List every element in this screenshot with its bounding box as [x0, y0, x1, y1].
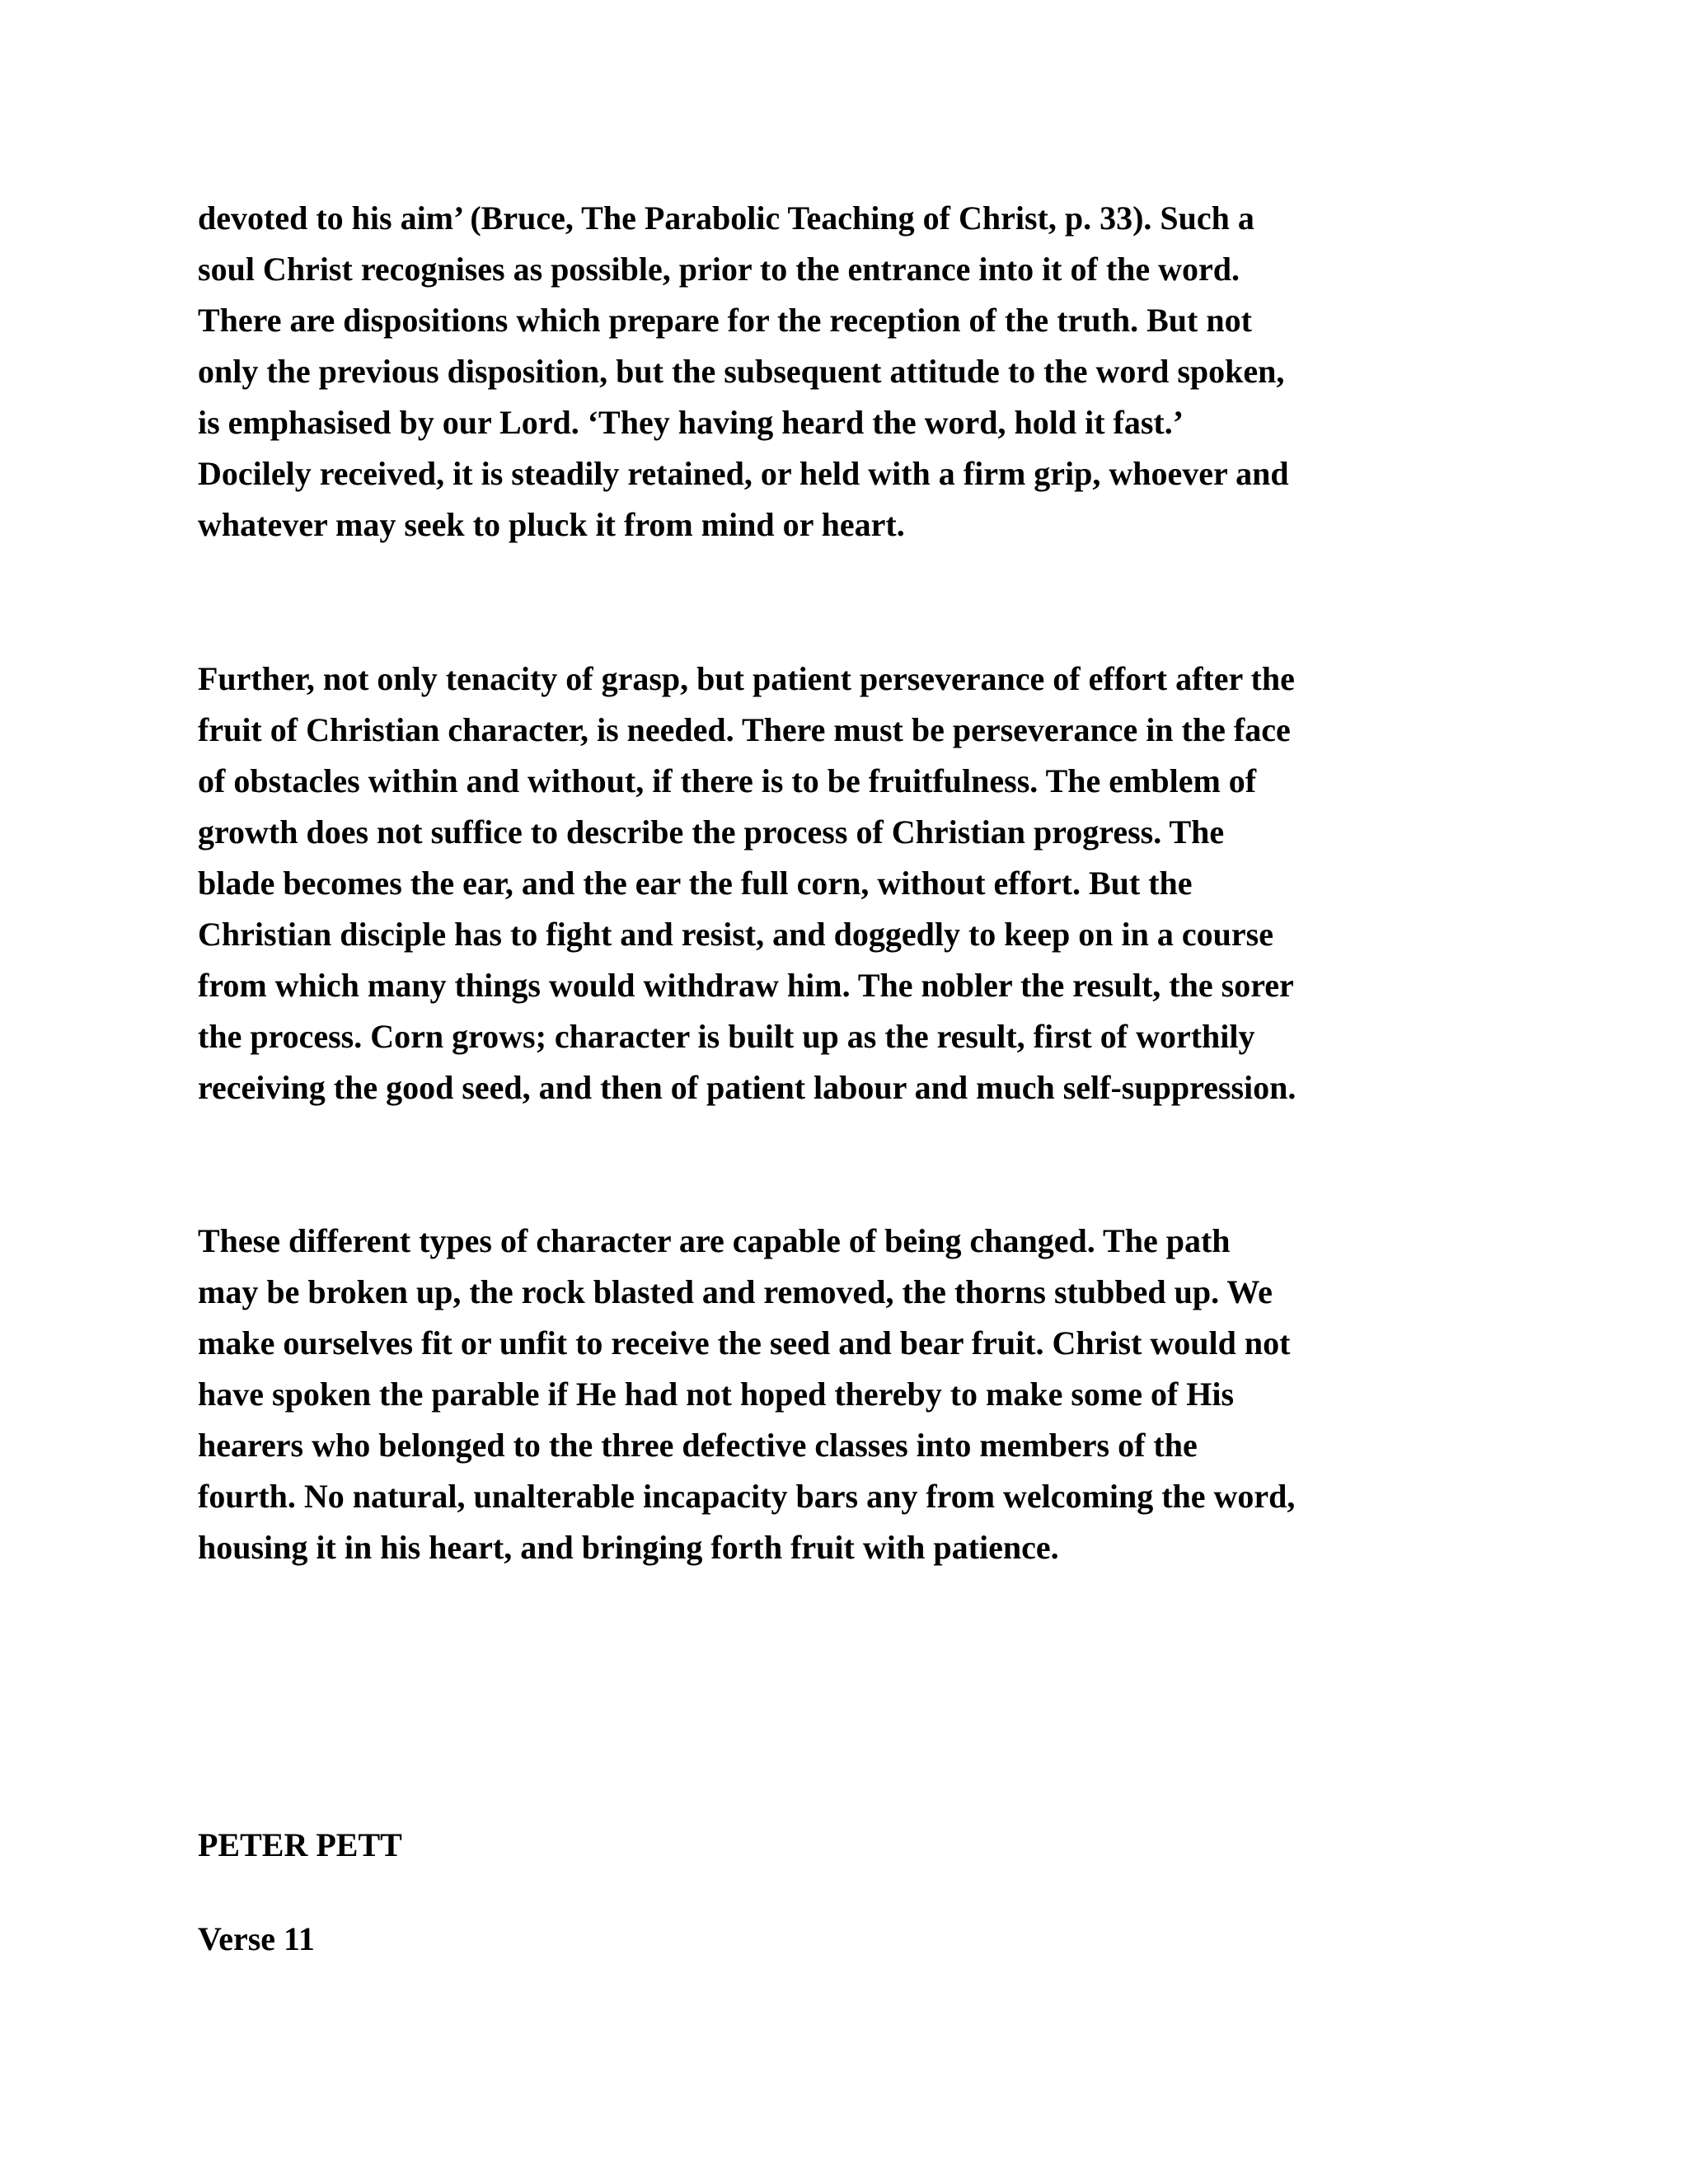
text-line: Docilely received, it is steadily retained, or held with a firm grip, whoever and	[198, 455, 1289, 492]
text-line: may be broken up, the rock blasted and removed, the thorns stubbed up. We	[198, 1273, 1273, 1310]
text-line: have spoken the parable if He had not hoped thereby to make some of His	[198, 1376, 1235, 1413]
text-line: Further, not only tenacity of grasp, but patient perseverance of effort after the	[198, 660, 1295, 697]
text-line: only the previous disposition, but the subsequent attitude to the word spoken,	[198, 353, 1285, 390]
text-line: of obstacles within and without, if there is to be fruitfulness. The emblem of	[198, 762, 1257, 799]
text-line: is emphasised by our Lord. ‘They having heard the word, hold it fast.’	[198, 404, 1184, 441]
author-heading: PETER PETT	[198, 1826, 402, 1863]
text-line: receiving the good seed, and then of patient labour and much self-suppression.	[198, 1069, 1296, 1106]
paragraph-1	[198, 193, 1517, 551]
text-line: These different types of character are capable of being changed. The path	[198, 1222, 1231, 1259]
text-line: hearers who belonged to the three defective classes into members of the	[198, 1427, 1198, 1464]
text-line: Christian disciple has to fight and resist, and doggedly to keep on in a course	[198, 916, 1273, 953]
text-line: make ourselves fit or unfit to receive the seed and bear fruit. Christ would not	[198, 1324, 1291, 1361]
text-line: from which many things would withdraw him. The nobler the result, the sorer	[198, 967, 1294, 1004]
text-line: growth does not suffice to describe the process of Christian progress. The	[198, 813, 1225, 851]
text-line: blade becomes the ear, and the ear the full corn, without effort. But the	[198, 865, 1193, 902]
text-line: devoted to his aim’ (Bruce, The Parabolic Teaching of Christ, p. 33). Such a	[198, 199, 1254, 237]
paragraph-2	[198, 654, 1517, 1113]
text-line: soul Christ recognises as possible, prior to the entrance into it of the word.	[198, 251, 1240, 288]
text-line: There are dispositions which prepare for the reception of the truth. But not	[198, 302, 1252, 339]
paragraph-3	[198, 1216, 1517, 1573]
text-line: the process. Corn grows; character is built up as the result, first of worthily	[198, 1018, 1255, 1055]
text-line: housing it in his heart, and bringing forth fruit with patience.	[198, 1529, 1059, 1566]
text-line: fourth. No natural, unalterable incapacity bars any from welcoming the word,	[198, 1478, 1296, 1515]
text-line: whatever may seek to pluck it from mind or heart.	[198, 506, 905, 543]
text-line: fruit of Christian character, is needed. There must be perseverance in the face	[198, 711, 1291, 748]
verse-heading: Verse 11	[198, 1920, 315, 1957]
